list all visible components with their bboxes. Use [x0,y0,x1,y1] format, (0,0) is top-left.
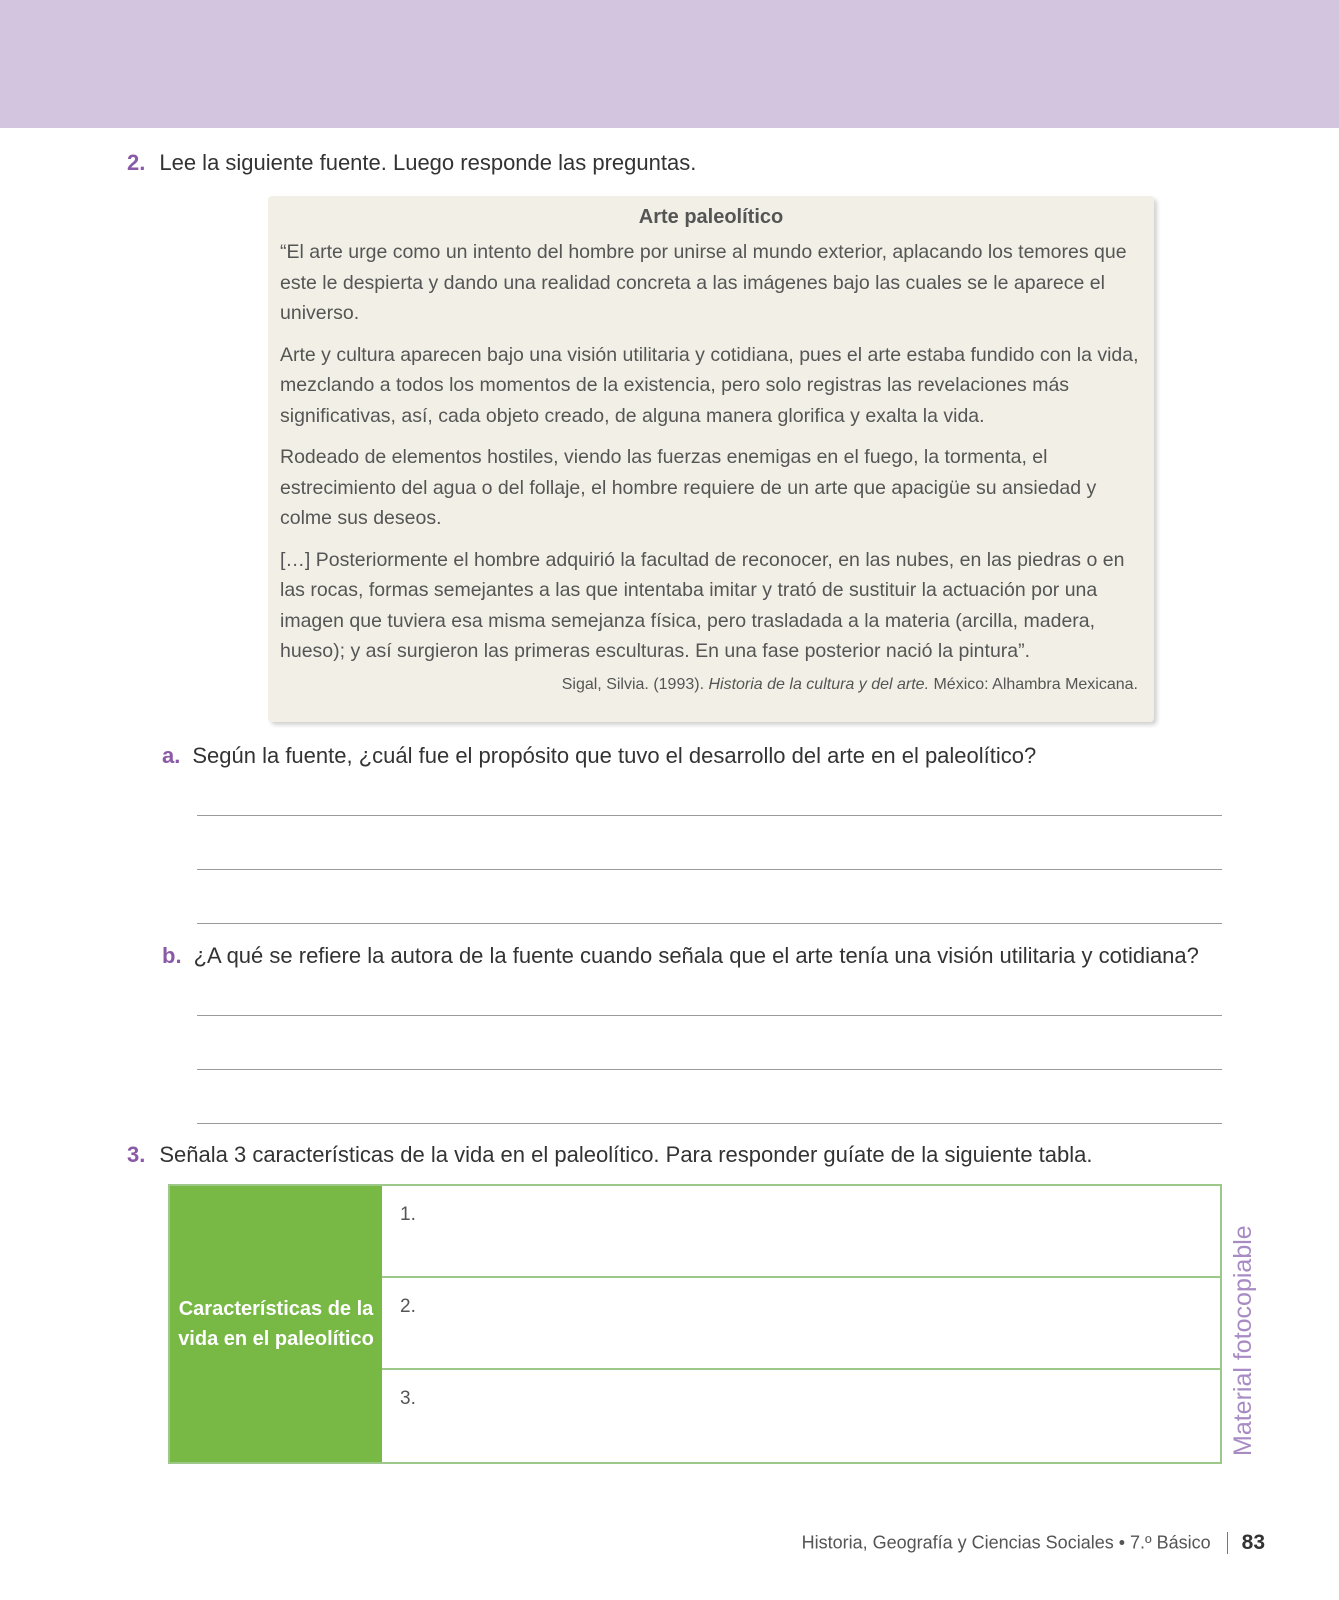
sub-question-b [162,943,1199,969]
source-paragraph-4: […] Posteriormente el hombre adquirió la facultad de reconocer, en las nubes, en las piedras o en las rocas, formas semejantes a las que intentaba imitar y trató de sustituir la actuación por una imagen que tuviera esa misma semejanza física, pero trasladada a la materia (arcilla, madera, hueso); y así surgieron las primeras esculturas. En una fase posterior nació la pintura”. [280,548,1125,662]
table-row-2[interactable] [382,1278,1220,1370]
source-paragraph-3: Rodeado de elementos hostiles, viendo las fuerzas enemigas en el fuego, la tormenta, el estrecimiento del agua o del follaje, el hombre requiere de un arte que apacigüe su ansiedad y colme sus deseos. [280,446,1097,529]
answer-line-b-3[interactable] [197,1123,1222,1124]
question-2 [127,150,696,176]
table-header-text: Características de la vida en el paleolítico [178,1298,374,1350]
source-paragraph-2: Arte y cultura aparecen bajo una visión utilitaria y cotidiana, pues el arte estaba fundido con la vida, mezclando a todos los momentos de la existencia, pero solo registras las revelaciones más significativas, así, cada objeto creado, de alguna manera glorifica y exalta la vida. [280,343,1139,427]
question-2-text: Lee la siguiente fuente. Luego responde las preguntas. [159,150,697,175]
table-row-1-label: 1. [400,1204,416,1225]
table-row-1[interactable] [382,1186,1220,1278]
table-row-2-label: 2. [400,1296,416,1317]
sub-question-a [162,743,1036,769]
source-paragraph-1: “El arte urge como un intento del hombre por unirse al mundo exterior, aplacando los temores que este le despierta y dando una realidad concreta a las imágenes bajo las cuales se le aparece el universo. [280,241,1127,324]
question-3-number: 3. [127,1142,146,1167]
citation-work: Historia de la cultura y del arte. [708,675,930,693]
source-box [268,196,1154,722]
sub-question-b-text: ¿A qué se refiere la autora de la fuente cuando señala que el arte tenía una visión utilitaria y cotidiana? [193,943,1199,968]
question-3-text: Señala 3 características de la vida en el paleolítico. Para responder guíate de la siguiente tabla. [159,1142,1093,1167]
table-header-cell [170,1186,382,1462]
question-2-number: 2. [127,150,146,175]
source-title: Arte paleolítico [638,206,784,228]
page-number: 83 [1241,1531,1265,1554]
sub-question-a-text: Según la fuente, ¿cuál fue el propósito que tuvo el desarrollo del arte en el paleolítico? [192,743,1037,768]
sub-question-b-letter: b. [162,943,182,968]
sub-question-a-letter: a. [162,743,181,768]
footer-text: Historia, Geografía y Ciencias Sociales • 7.º Básico [801,1532,1211,1553]
side-label-text: Material fotocopiable [1229,1225,1257,1456]
answer-line-b-1[interactable] [197,1015,1222,1016]
table-row-3-label: 3. [400,1388,416,1409]
citation-publisher: México: Alhambra Mexicana. [933,675,1138,693]
answer-line-a-2[interactable] [197,869,1222,870]
characteristics-table [168,1184,1222,1464]
table-row-3[interactable] [382,1370,1220,1462]
answer-line-a-3[interactable] [197,923,1222,924]
question-3 [127,1142,1093,1168]
citation-author: Sigal, Silvia. (1993). [561,675,705,693]
answer-line-a-1[interactable] [197,815,1222,816]
footer-divider [1227,1532,1228,1554]
top-color-band [0,0,1339,128]
source-citation [280,676,1142,694]
page-footer [802,1531,1265,1555]
answer-line-b-2[interactable] [197,1069,1222,1070]
